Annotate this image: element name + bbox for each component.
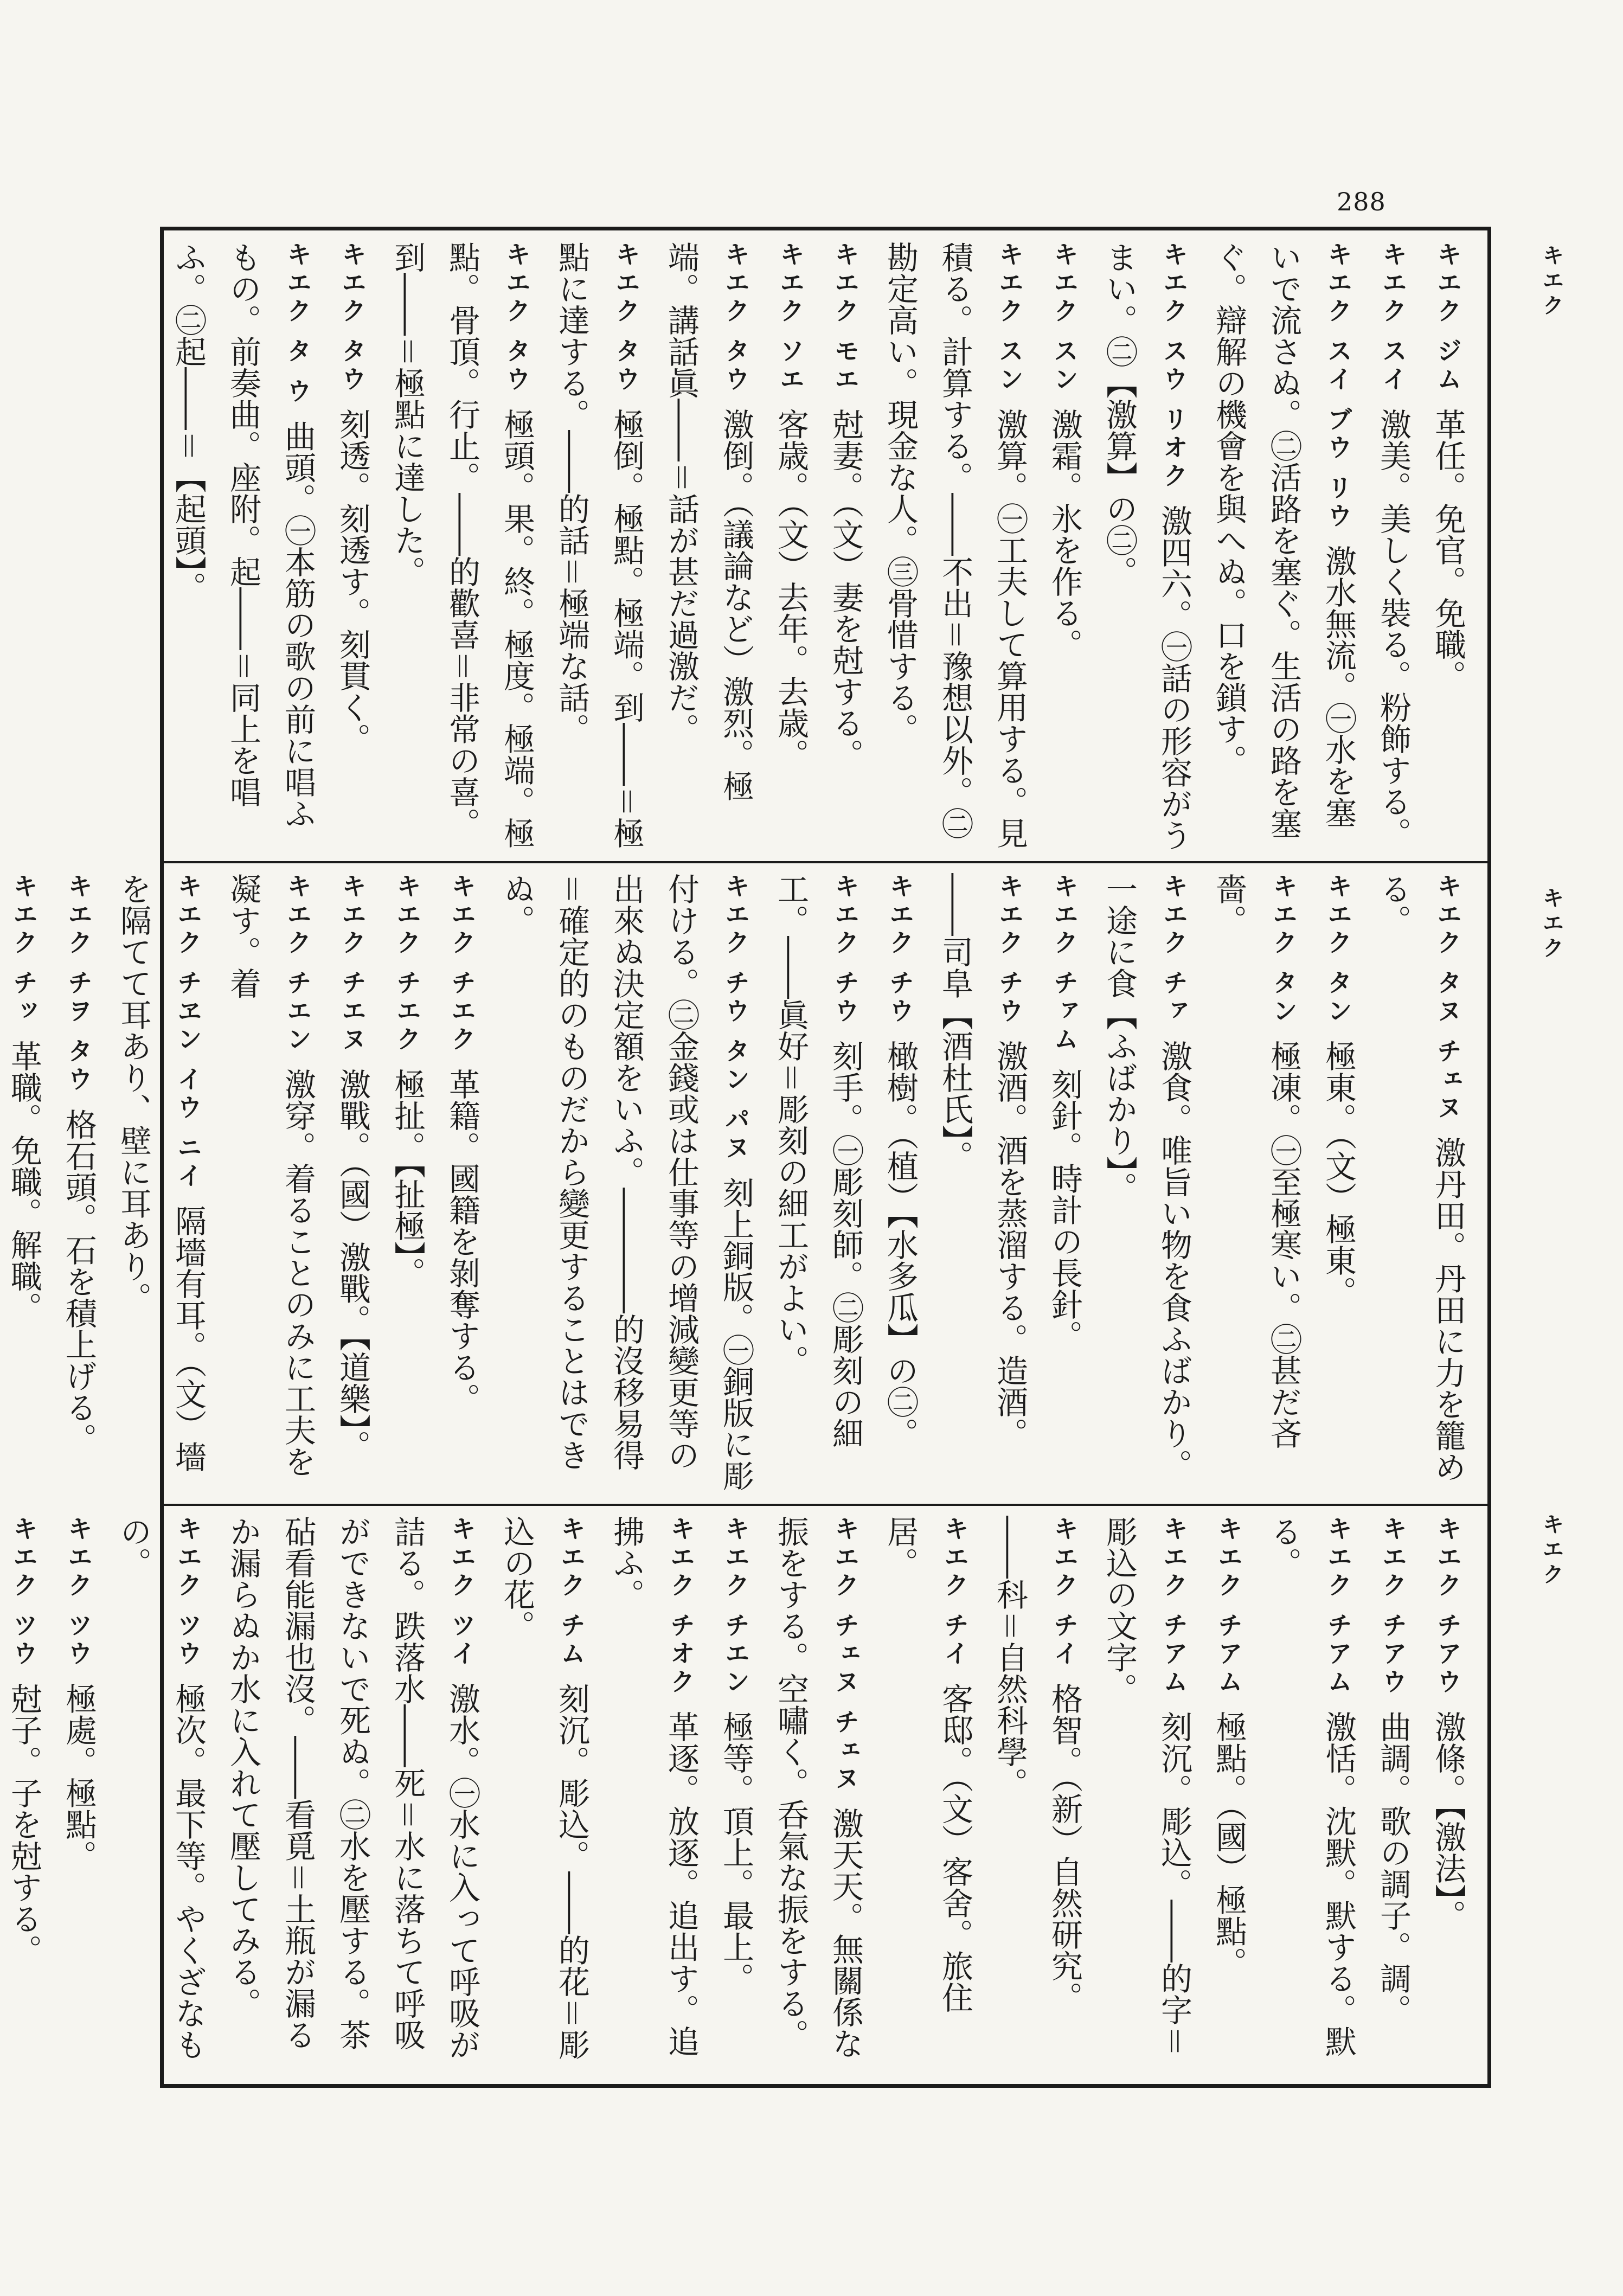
entry-definition: 激酒。酒を蒸溜する。造酒。――司阜【酒杜氏】。	[936, 873, 1028, 1450]
dictionary-entry	[1201, 873, 1311, 1494]
dictionary-entry	[873, 241, 1037, 851]
dictionary-entry	[325, 873, 380, 1494]
dictionary-entry	[708, 1516, 763, 2074]
entry-definition: 激四六。㊀話の形容がうまい。㊁【激算】の㊁。	[1101, 241, 1192, 851]
dictionary-entry	[489, 1516, 599, 2074]
entry-headword: キエク チァ	[1159, 873, 1189, 1027]
dictionary-entry	[818, 241, 873, 851]
dictionary-entry	[1092, 241, 1201, 851]
entry-headword: キエク モエ	[831, 241, 860, 395]
dictionary-entry	[1037, 241, 1092, 851]
entry-definition: 革任。免官。免職。	[1429, 408, 1466, 692]
entry-definition: 激條。【激法】。	[1429, 1711, 1466, 1932]
entry-headword: キエク ツウ	[9, 1516, 39, 1669]
dictionary-entry	[489, 873, 763, 1494]
dictionary-entry	[325, 241, 380, 851]
dictionary-entry	[215, 1516, 489, 2074]
entry-headword: キエク スウ リオク	[1159, 241, 1189, 491]
dictionary-entry	[434, 873, 489, 1494]
entry-definition: 激丹田。丹田に力を籠める。	[1375, 873, 1466, 1483]
entry-definition: 極頭。果。終。極度。極端。極點。骨頂。行止。――的歡喜＝非常の喜。到――＝極點に達した。	[389, 241, 535, 849]
entry-headword: キエク チエク	[447, 873, 477, 1055]
entry-headword: キエク タヌ チェヌ	[1433, 873, 1462, 1123]
dictionary-entry	[51, 873, 106, 1494]
entry-headword: キエク チエン	[721, 1516, 750, 1697]
dictionary-entry	[1092, 1516, 1201, 2074]
dictionary-entry	[51, 1516, 106, 2074]
entry-definition: 刻沉。彫込。――的花＝彫込の花。	[498, 1516, 590, 2061]
entry-headword: キエク チッ	[9, 873, 39, 1027]
dictionary-entry	[544, 241, 653, 851]
entry-headword: キエク タウ	[338, 241, 367, 395]
dictionary-tier-top	[170, 241, 1475, 851]
entry-definition: 客邸。（文）客舍。旅住居。	[882, 1516, 973, 2013]
dictionary-entry	[106, 873, 215, 1494]
entry-definition: 激霜。氷を作る。	[1046, 408, 1083, 660]
entry-headword: キエク チオク	[666, 1516, 696, 1697]
entry-definition: 刻透。刻透す。刻貫く。	[334, 408, 371, 755]
entry-headword: キエク チアム	[1324, 1516, 1353, 1697]
entry-definition: 激天天。無關係な振をする。空嘯く。呑氣な振をする。	[772, 1516, 864, 2060]
entry-headword: キエク チヲ タウ	[64, 873, 93, 1095]
entry-headword: キエク チアム	[1159, 1516, 1189, 1697]
dictionary-entry	[873, 873, 927, 1494]
dictionary-entry	[1311, 873, 1365, 1494]
entry-definition: 激食。唯旨い物を食ふばかり。一途に食【ふばかり】。	[1101, 873, 1192, 1481]
dictionary-entry	[1420, 241, 1475, 851]
dictionary-entry	[763, 873, 873, 1494]
dictionary-entry	[161, 241, 325, 851]
entry-headword: キエク スン	[1050, 241, 1079, 395]
entry-definition: 客歳。（文）去年。去歳。	[772, 408, 809, 771]
entry-definition: 激水無流。㊀水を塞いで流さぬ。㊁活路を塞ぐ。生活の路を塞ぐ。辯解の機會を與へぬ。口を鎖す。	[1210, 241, 1357, 839]
entry-headword: キエク チイ	[940, 1516, 970, 1669]
running-head-bottom: キエク	[1539, 1513, 1564, 1588]
entry-headword: キエク チヱン イウ ニイ	[174, 873, 203, 1191]
dictionary-entry	[599, 1516, 708, 2074]
entry-headword: キエク タウ	[502, 241, 531, 395]
dictionary-entry	[1256, 1516, 1365, 2074]
entry-headword: キエク タウ	[721, 241, 750, 395]
entry-definition: 尅子。子を尅する。	[5, 1683, 42, 1966]
entry-definition: 極次。最下等。やくざなもの。	[115, 1516, 207, 2061]
entry-definition: 激戰。（國）激戰。【道樂】。	[334, 1068, 371, 1462]
dictionary-entry	[1365, 873, 1475, 1494]
tier-divider-1	[160, 861, 1491, 863]
entry-headword: キエク チム	[557, 1516, 586, 1669]
entry-headword: キエク ツウ	[174, 1516, 203, 1669]
dictionary-entry	[1365, 1516, 1420, 2074]
entry-definition: 曲頭。㊀本筋の歌の前に唱ふもの。前奏曲。座附。起――＝同上を唱ふ。㊁起――＝【起頭】。	[170, 241, 316, 830]
entry-headword: キエク チウ	[886, 873, 915, 1027]
dictionary-entry	[1037, 873, 1092, 1494]
entry-headword: キエク ツウ	[64, 1516, 93, 1669]
entry-definition: 刻手。㊀彫刻師。㊁彫刻の細工。――眞好＝彫刻の細工がよい。	[772, 873, 864, 1450]
entry-definition: 激恬。沈默。默する。默る。	[1265, 1516, 1357, 2057]
dictionary-tier-middle	[5, 873, 1475, 1494]
entry-definition: 極處。極點。	[60, 1683, 97, 1872]
entry-definition: 隔墻有耳。（文）墻を隔てて耳あり、壁に耳あり。	[115, 873, 207, 1473]
running-head-top: キエク	[1539, 244, 1564, 319]
entry-definition: 極點。（國）極點。	[1210, 1711, 1247, 1979]
dictionary-entry	[763, 1516, 873, 2074]
entry-definition: 極扯。【扯極】。	[389, 1068, 426, 1289]
entry-definition: 尅妻。（文）妻を尅する。	[827, 408, 864, 771]
entry-headword: キエク タン	[1324, 873, 1353, 1027]
dictionary-entry	[0, 873, 51, 1494]
entry-definition: 革籍。國籍を剝奪する。	[444, 1068, 480, 1415]
entry-headword: キエク ツイ	[447, 1516, 477, 1669]
entry-definition: 極等。頂上。最上。	[717, 1711, 754, 1994]
dictionary-entry	[1092, 873, 1201, 1494]
dictionary-entry	[653, 241, 763, 851]
entry-headword: キエク チアウ	[1433, 1516, 1462, 1697]
entry-headword: キエク チエン	[283, 873, 312, 1055]
dictionary-entry	[106, 1516, 215, 2074]
running-head-middle: キエク	[1539, 887, 1564, 961]
dictionary-entry	[982, 1516, 1092, 2074]
entry-headword: キエク チアム	[1214, 1516, 1243, 1697]
entry-headword: キエク スイ	[1378, 241, 1408, 395]
entry-definition: 極凍。㊀至極寒い。㊁甚だ吝嗇。	[1210, 873, 1302, 1450]
dictionary-entry	[215, 873, 325, 1494]
entry-headword: キエク チウ タン パヌ	[721, 873, 750, 1163]
entry-headword: キエク チウ	[831, 873, 860, 1027]
entry-headword: キエク チアウ	[1378, 1516, 1408, 1697]
dictionary-entry	[380, 873, 434, 1494]
entry-headword: キエク スン	[995, 241, 1024, 395]
entry-definition: 極東。（文）極東。	[1320, 1040, 1357, 1308]
dictionary-entry	[763, 241, 818, 851]
entry-definition: 格石頭。石を積上げる。	[60, 1108, 97, 1455]
dictionary-entry	[380, 241, 544, 851]
dictionary-tier-bottom	[5, 1516, 1475, 2074]
entry-headword: キエク チァム	[1050, 873, 1079, 1055]
entry-headword: キエク チウ	[995, 873, 1024, 1027]
entry-headword: キエク チェヌ チェヌ	[831, 1516, 860, 1794]
entry-definition: 激水。㊀水に入って呼吸が詰る。跌落水――死＝水に落ちて呼吸ができないで死ぬ。㊁水を壓する。茶砧看能漏也沒。――看覓＝土瓶が漏るか漏らぬか水に入れて壓してみる。	[224, 1516, 480, 2061]
entry-definition: 刻沉。彫込。――的字＝彫込の文字。	[1101, 1516, 1192, 2057]
entry-definition: 革職。免職。解職。	[5, 1040, 42, 1324]
entry-headword: キエク タン	[1269, 873, 1298, 1027]
tier-divider-2	[160, 1504, 1491, 1506]
entry-headword: キエク スイ ブウ リウ	[1324, 241, 1353, 531]
entry-headword: キエク チエヌ	[338, 873, 367, 1055]
dictionary-entry	[1201, 1516, 1256, 2074]
page-number: 288	[1337, 187, 1386, 216]
entry-definition: 橄樹。（植）【水多瓜】の㊁。	[882, 1040, 919, 1450]
entry-definition: 刻上銅版。㊀銅版に彫付ける。㊁金錢或は仕事等の增減變更等の出來ぬ決定額をいふ。――――的沒移易得＝確定的のものだから變更することはできぬ。	[498, 873, 754, 1492]
entry-headword: キエク タウ	[612, 241, 641, 395]
entry-headword: キエク チエク	[393, 873, 422, 1055]
dictionary-entry	[873, 1516, 982, 2074]
entry-headword: キエク ジム	[1433, 241, 1462, 395]
entry-definition: 刻針。時計の長針。	[1046, 1068, 1083, 1352]
dictionary-entry	[0, 1516, 51, 2074]
entry-headword: キエク タ ウ	[283, 241, 312, 407]
dictionary-entry	[927, 873, 1037, 1494]
entry-definition: 激穿。着ることのみに工夫を凝す。着	[224, 873, 316, 1478]
dictionary-entry	[1201, 241, 1365, 851]
dictionary-entry	[1420, 1516, 1475, 2074]
dictionary-entry	[1365, 241, 1420, 851]
entry-headword: キエク チイ	[1050, 1516, 1079, 1669]
entry-definition: 革逐。放逐。追出す。追拂ふ。	[608, 1516, 700, 2057]
entry-definition: 格智。（新）自然研究。――科＝自然科學。	[991, 1516, 1083, 2013]
entry-definition: 曲調。歌の調子。調。	[1375, 1711, 1412, 2026]
entry-definition: 極倒。極點。極端。到――＝極點に達する。――的話＝極端な話。	[553, 241, 645, 849]
entry-definition: 激算。㊀工夫して算用する。見積る。計算する。――不出＝豫想以外。㊁勘定高い。現金な人。㊂骨惜する。	[882, 241, 1028, 849]
entry-headword: キエク ソエ	[776, 241, 805, 395]
entry-definition: 激倒。（議論など）激烈。極端。講話眞――＝話が甚だ過激だ。	[663, 241, 754, 802]
entry-definition: 激美。美しく裝る。粉飾する。	[1375, 408, 1412, 849]
